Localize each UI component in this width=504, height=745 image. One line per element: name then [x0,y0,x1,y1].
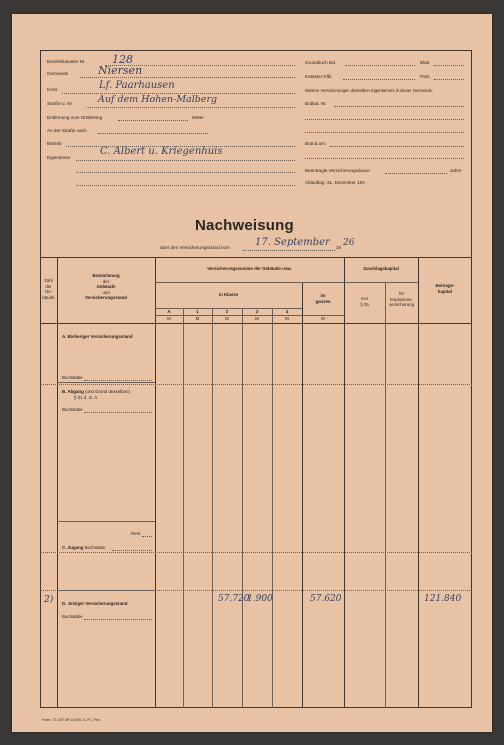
table-top-line [40,257,472,258]
unit-1: M [195,316,200,321]
von35-header: von § 35 [360,296,369,307]
strasse-value: Auf dem Hohen-Malberg [98,94,218,105]
klasse-a-header: A [167,309,171,314]
form-frame [40,50,472,708]
eigentuemer-value: C. Albert u. Kriegenhuis [100,146,223,157]
entfernung-unit: Meter [192,115,204,120]
year-value: 26 [343,238,355,248]
col-divider-3 [272,308,273,708]
section-c-label: C. Zugang Buchstabe [62,545,106,550]
row-line-rest [40,552,472,553]
bezirk-label: Bezirkskataster Nr. [47,59,86,64]
klasse-3-header: 3 [255,309,259,314]
klasse-4-header: 4 [285,309,289,314]
ablauf-label: Ablauftag: 31. Dezember 194 [305,180,365,185]
row-d-klasse-3: 1.900 [247,594,273,604]
row-line-a [40,384,472,385]
col-divider-summe [344,257,345,708]
date-value: 17. September [255,237,330,248]
section-b-para: § 31 d. G. A. [74,395,99,400]
col-zahl-header: Zahl der Ge- bäude [42,278,55,300]
strasse-label: Straße u. Nr. [47,101,74,106]
kreis-value: Lf. Paarhausen [99,80,175,91]
zuschlagskapital-header: Zuschlagskapital [363,266,399,271]
beitragskapital-header: Beitrags- kapital [435,283,455,294]
parz-label: Parz. [420,74,431,79]
section-c-buch-line [112,550,152,551]
section-a-buch-line [84,380,152,381]
section-d-label: D. Jetziger Versicherungsstand [62,601,128,606]
table-header-bottom-line [40,323,472,324]
im-ganzen-header: im ganzen [315,293,331,304]
entfernung-label: Entfernung vom Ortsbering [47,115,103,120]
row-d-klasse-2: 57.720 [218,594,250,604]
col-divider-2 [242,308,243,708]
dauer-unit: Jahre [450,168,462,173]
col-divider-bezeichnung [155,257,156,708]
row-d-zahl: 2) [44,595,54,605]
unit-3: M [255,316,259,321]
col-bezeichnung-header: Bezeichnung der Gebäude und Versicherungsstand [85,273,127,301]
section-d-buch: Buchstabe [62,614,83,619]
grundbuch-label: Grundbuch Bd. [305,60,336,65]
title-sub-prefix: über den Versicherungsstand vom [160,245,230,250]
section-a-buch: Buchstabe [62,375,83,380]
betrieb-label: Betrieb [47,141,62,146]
klasse-1-header: 1 [196,309,199,314]
weitere-label: Weitere Versicherungen desselben Eigentümers in dieser Gemeinde: [305,88,434,93]
title-sub-mid: 19 [336,245,342,250]
col-divider-von35 [385,282,386,708]
unit-a: M [167,316,171,321]
col-divider-zahl [57,257,58,708]
row-d-im-ganzen: 57.620 [310,594,342,604]
section-b-buch-line [84,412,152,413]
col-divider-1 [212,308,213,708]
eigentuemer-label: Eigentümer [47,155,71,160]
gemeinde-value: Niersen [98,64,143,77]
summe-sub-line [155,282,418,283]
unit-ganzen: M [321,316,325,321]
section-b-buch: Buchstabe [62,407,83,412]
section-b-end [57,521,155,522]
section-a-label: A. Bisheriger Versicherungsstand [62,334,133,339]
rest-label: Rest [131,531,141,536]
brand-label: Brand am: [305,141,327,146]
in-klasse-header: in Klasse [218,292,239,297]
klasse-2-header: 2 [225,309,229,314]
col-divider-zuschlag [418,257,419,708]
unit-2: M [225,316,229,321]
explosion-header: für Explosions- versicherung [388,291,415,308]
unit-4: M [285,316,289,321]
section-d-buch-line [84,619,152,620]
bezirk-value: 128 [112,53,133,66]
kataster-label: Kataster Kfbl. [305,74,333,79]
dauer-label: Beantragte Versicherungsdauer: [305,168,371,173]
section-b-label: B. Abgang (und Grund desselben) [62,389,130,394]
kreis-label: Kreis [47,87,58,92]
col-divider-a [183,308,184,708]
page-title: Nachweisung [195,217,294,234]
form-footer: Form. 71 2/47 Mf 10 000, A. Fl., Plm. [42,718,101,722]
row-d-beitrag: 121.840 [424,594,462,604]
blatt-label: Blatt [420,60,430,65]
rest-line [142,536,152,537]
gemeinde-label: Gemeinde [47,71,69,76]
section-a-end [57,382,155,383]
col-divider-4 [302,282,303,708]
brdkat-label: Brdkat. Nr. [305,101,327,106]
versicherungssumme-header: Versicherungssumme der Gebäude usw. [207,266,292,271]
an-der-strasse-label: An der Straße nach [47,128,87,133]
row-line-c [40,590,472,591]
